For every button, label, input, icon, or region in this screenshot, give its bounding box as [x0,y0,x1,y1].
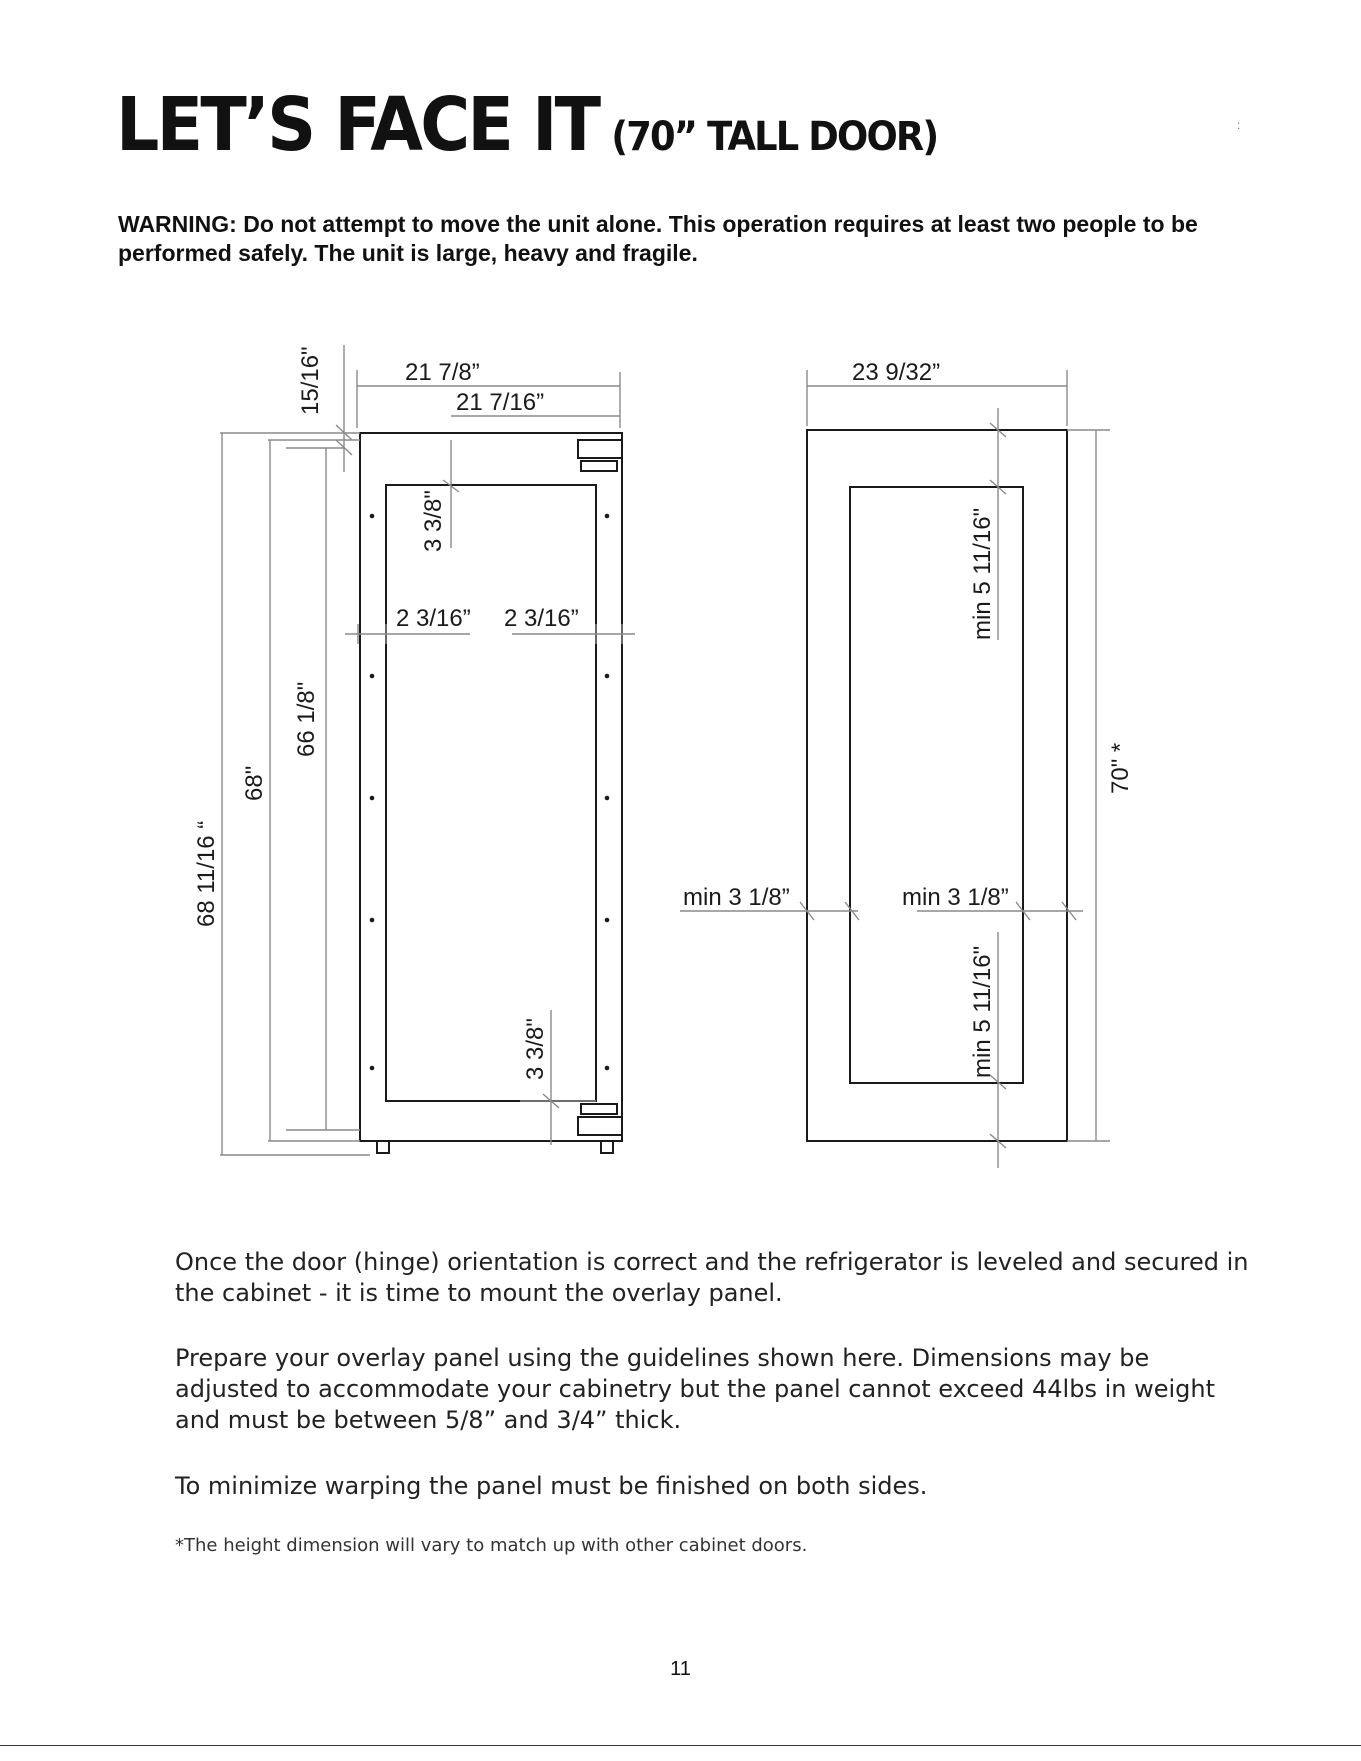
dim-width-inner: 21 7/16” [456,389,545,416]
bottom-hinge-plate [581,1104,617,1114]
dim-bottom-margin: 3 3/8" [522,1018,549,1080]
dim-height-inner: 66 1/8" [293,681,320,757]
dim-panel-width: 23 9/32” [852,359,941,386]
dim-width-outer: 21 7/8” [405,359,480,386]
door-inner-recess [386,485,596,1101]
top-hinge-plate [581,461,617,471]
dim-height-mid: 68" [241,765,268,801]
panel-inner-area [850,487,1023,1083]
door-foot-right [601,1141,613,1153]
dim-panel-side-right: min 3 1/8” [902,884,1009,911]
panel-outline [807,430,1067,1141]
dim-side-left: 2 3/16” [396,605,471,632]
title-sub: (70” TALL DOOR) [611,114,938,160]
dim-height-outer: 68 11/16 “ [193,820,220,927]
door-back-view [360,433,622,1153]
paragraph-warping: To minimize warping the panel must be finished on both sides. [175,1472,928,1500]
door-outline [360,433,622,1141]
page-number: 11 [670,1658,691,1680]
dim-panel-bottom-min: min 5 11/16" [969,945,996,1078]
door-dimension-lines [220,345,635,1155]
dim-side-right: 2 3/16” [504,605,579,632]
bottom-rule [0,1745,1361,1746]
footnote: *The height dimension will vary to match up with other cabinet doors. [175,1535,808,1556]
overlay-panel-view [807,430,1067,1141]
door-foot-left [377,1141,389,1153]
dim-top-margin: 3 3/8" [420,490,447,552]
top-hinge [578,440,622,458]
warning-text: WARNING: Do not attempt to move the unit alone. This operation requires at least two people to be performed safely. The unit is large, heavy and fragile. [118,211,1198,266]
paragraph-guidelines: Prepare your overlay panel using the guidelines shown here. Dimensions may be adjusted to accommodate your cabinetry but the panel cannot exceed 44lbs in weight and must be between 5/8” and 3/4” thick. [175,1344,1216,1434]
margin-mark: : [1237,118,1241,132]
title-main: LET’S FACE IT [116,82,599,168]
dim-panel-side-left: min 3 1/8” [683,884,790,911]
dim-top-offset: 15/16" [297,346,324,415]
paragraph-mounting: Once the door (hinge) orientation is correct and the refrigerator is leveled and secured in the cabinet - it is time to mount the overlay panel. [175,1248,1249,1307]
dim-panel-top-min: min 5 11/16" [969,507,996,640]
screw-holes [370,514,610,1071]
bottom-hinge [578,1117,622,1135]
panel-dimension-lines [680,370,1110,1168]
dim-panel-height: 70" * [1107,742,1134,794]
